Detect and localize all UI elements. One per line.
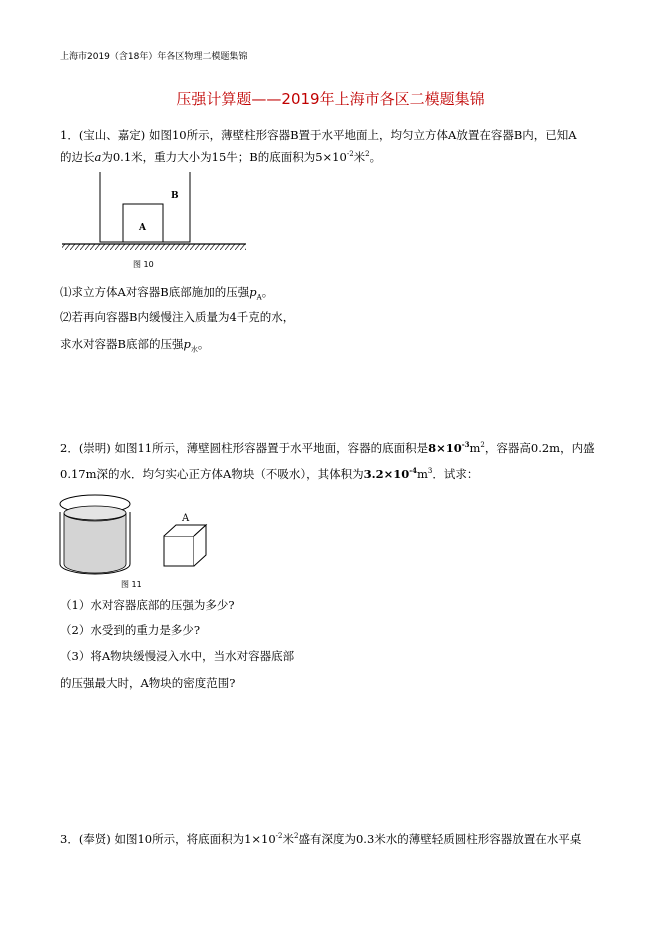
- q2-line2: 0.17m深的水．均匀实心正方体A物块（不吸水），其体积为$3.2\times 10^{-4}m^3$．试求：: [60, 466, 479, 481]
- cube-a-label: A: [139, 223, 146, 233]
- page-title: 压强计算题——2019年上海市各区二模题集锦: [176, 90, 485, 108]
- cube-a-label: A: [182, 513, 190, 524]
- figure-11-diagram: [58, 492, 218, 578]
- q2-sub2: （2）水受到的重力是多少?: [60, 623, 200, 637]
- q3-line1: 3．(奉贤) 如图10所示，将底面积为$1\times 10^{-2}$米$^2$盛有深度为0.3米水的薄壁轻质圆柱形容器放置在水平桌: [60, 832, 582, 846]
- q1-line1: 1．(宝山、嘉定) 如图10所示，薄壁柱形容器B置于水平地面上，均匀立方体A放置在容器B内，已知A: [60, 128, 577, 142]
- ground-hatch: [62, 244, 246, 250]
- q2-line1: 2．(崇明) 如图11所示，薄壁圆柱形容器置于水平地面，容器的底面积是$8\times 10^{-3}m^2$，容器高0.2m，内盛: [60, 440, 595, 455]
- q2-sub4: 的压强最大时，A物块的密度范围?: [60, 676, 236, 690]
- q1-line2: 的边长a为0.1米，重力大小为15牛；B的底面积为$5\times 10^{-2}$米$^2$。: [60, 150, 382, 164]
- q1-sub3: 求水对容器B底部的压强$p_水$。: [60, 337, 210, 354]
- q2-sub3: （3）将A物块缓慢浸入水中，当水对容器底部: [60, 649, 295, 663]
- figure-10-diagram: [60, 172, 250, 256]
- q2-sub1: （1）水对容器底部的压强为多少?: [60, 598, 235, 612]
- figure-11-caption: 图 11: [121, 580, 142, 589]
- q1-sub2: ⑵若再向容器B内缓慢注入质量为4千克的水，: [60, 310, 295, 324]
- cylinder-container: [60, 495, 130, 574]
- page-header: 上海市2019（含18年）年各区物理二模题集锦: [60, 52, 248, 62]
- q1-sub1: ⑴求立方体A对容器B底部施加的压强$p_A$。: [60, 285, 274, 302]
- cube-a-3d: [164, 525, 206, 566]
- figure-10-caption: 图 10: [133, 260, 154, 269]
- container-b-label: B: [171, 191, 179, 201]
